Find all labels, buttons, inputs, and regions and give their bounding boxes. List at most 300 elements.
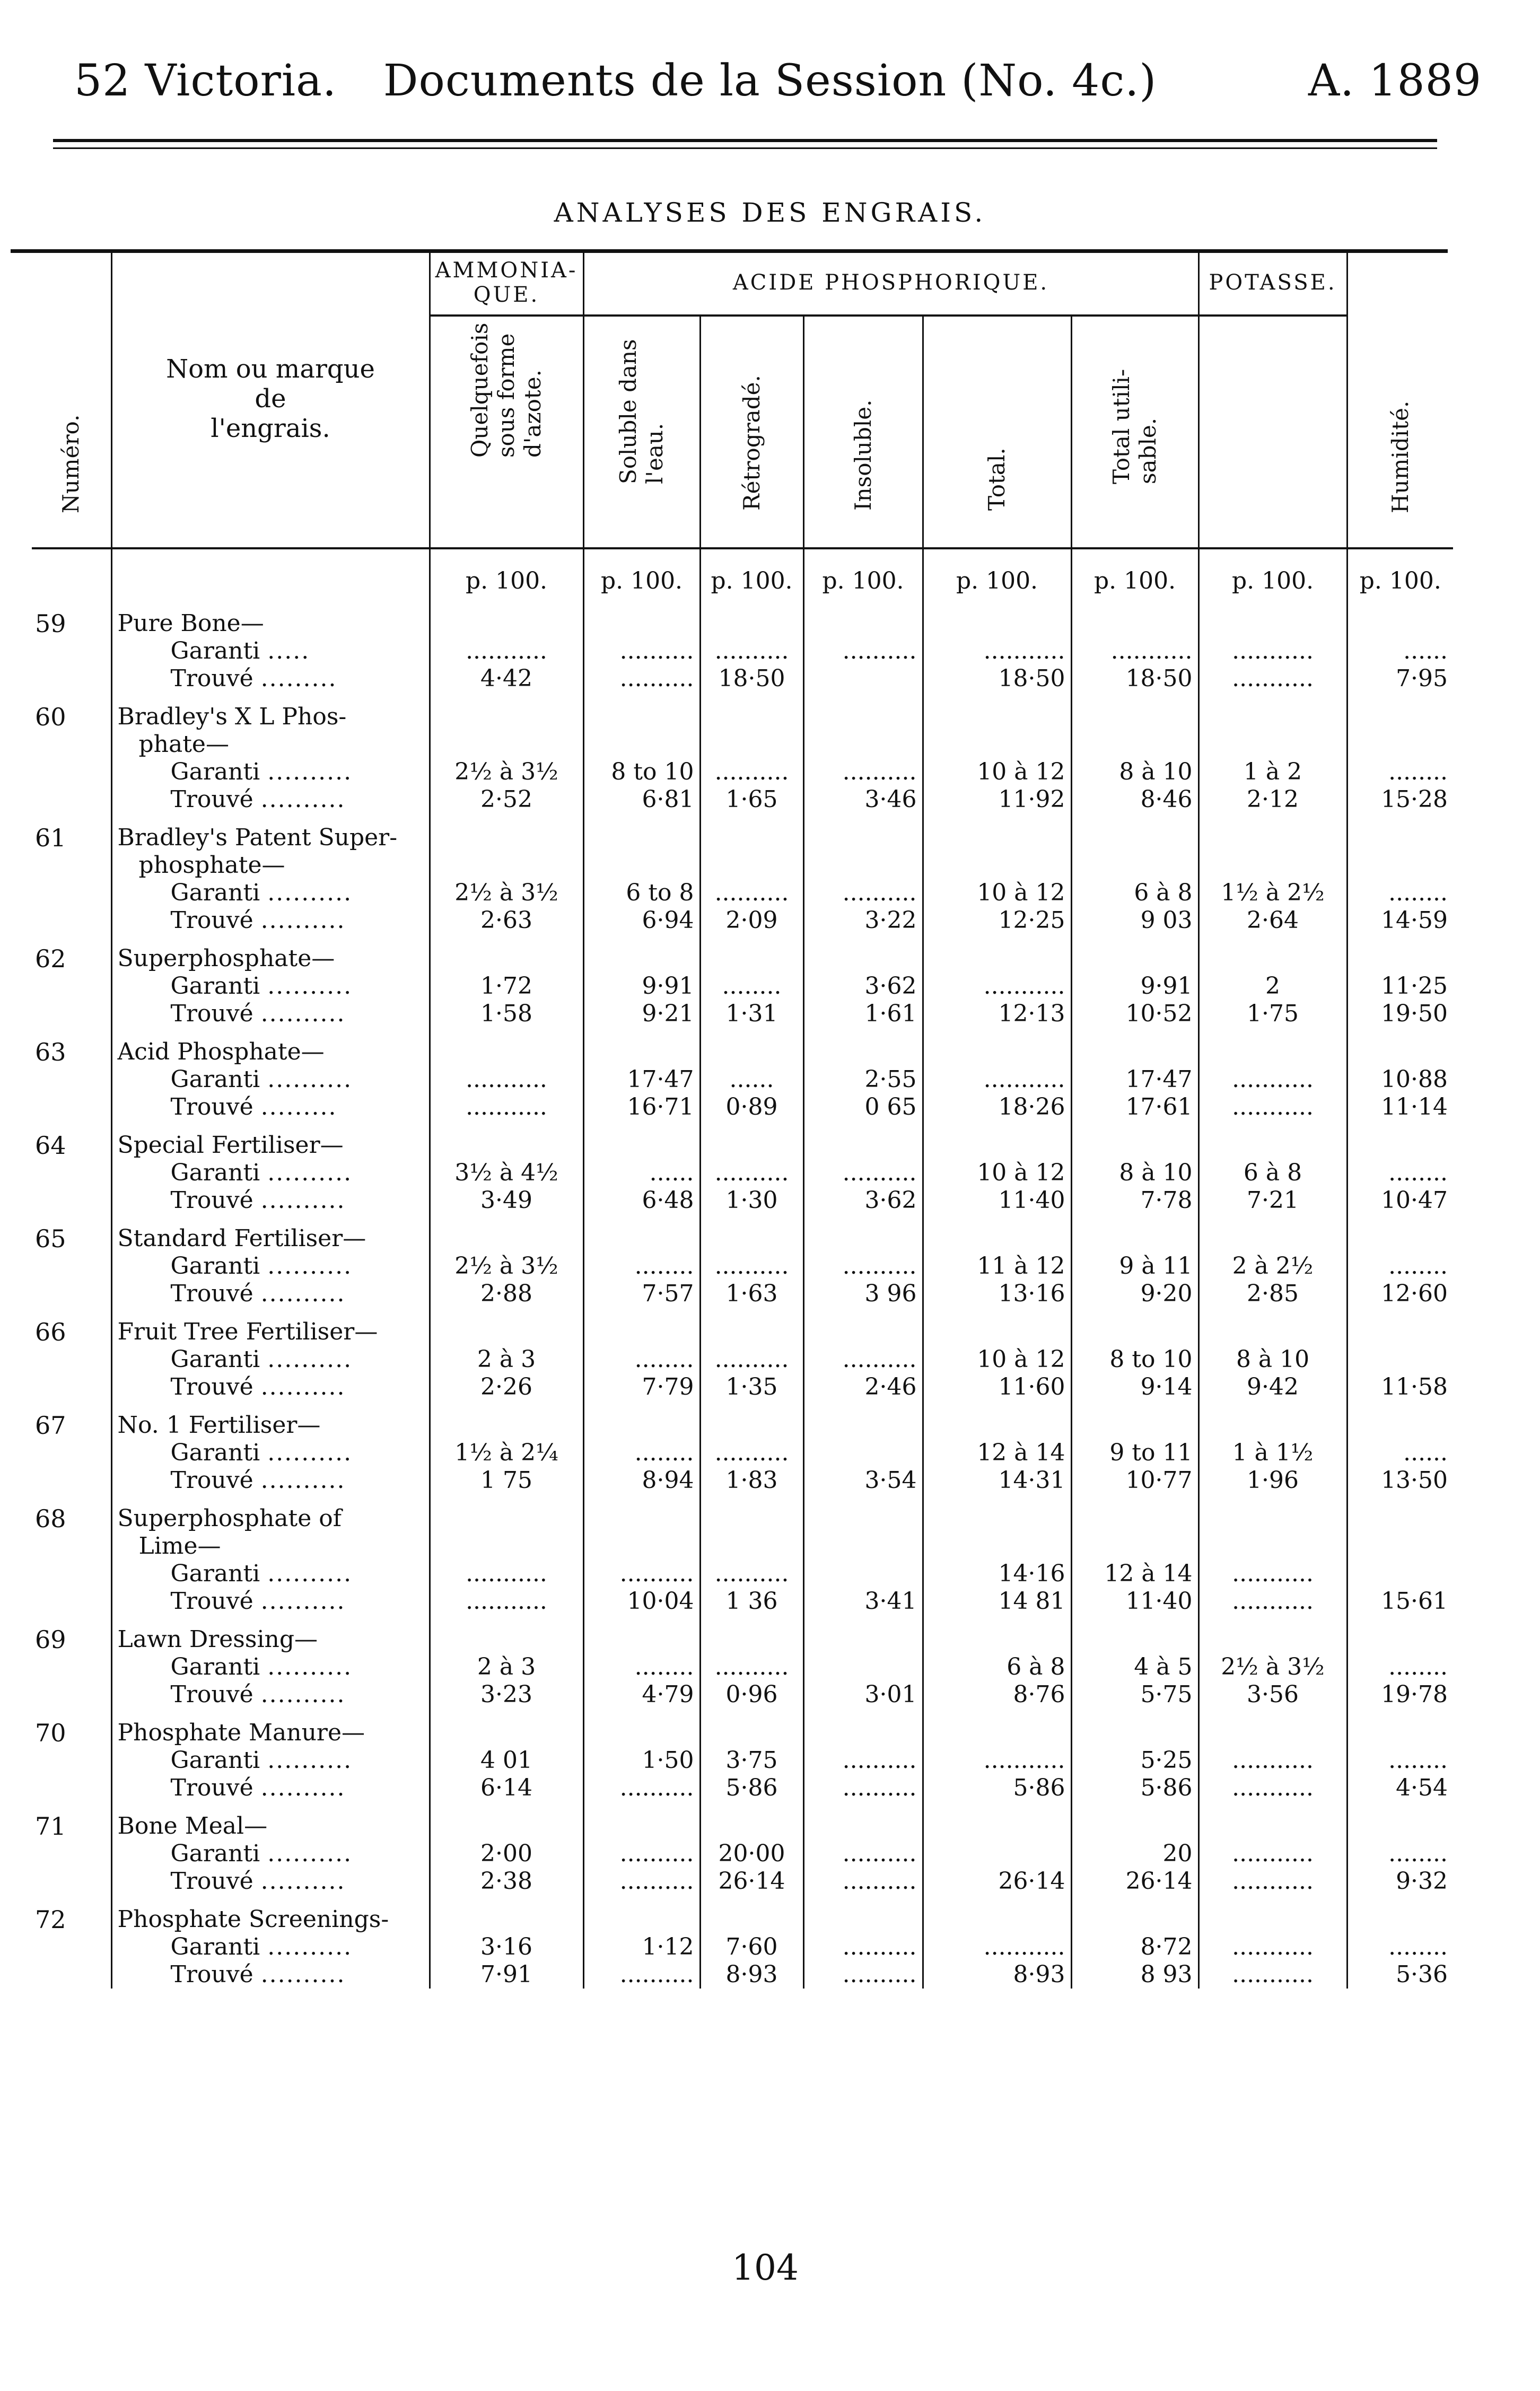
leader-dots: .......... bbox=[260, 1868, 346, 1895]
trouve-ins-value: .......... bbox=[803, 1774, 923, 1802]
leader-dots: .......... bbox=[260, 1961, 346, 1988]
garanti-label-text: Garanti bbox=[170, 637, 260, 664]
product-name-line: Phosphate Manure— bbox=[117, 1719, 365, 1746]
garanti-pot-value: 2½ à 3½ bbox=[1198, 1653, 1347, 1681]
trouve-tot-value: 5·86 bbox=[923, 1774, 1071, 1802]
product-name bbox=[111, 1308, 430, 1346]
trouve-hum-value: 19·50 bbox=[1347, 1000, 1453, 1028]
trouve-ins-value: .......... bbox=[803, 1868, 923, 1895]
garanti-amm-value: 1½ à 2¼ bbox=[430, 1439, 583, 1467]
product-number: 71 bbox=[35, 1812, 66, 1841]
garanti-label bbox=[118, 1747, 424, 1774]
garanti-label-cell bbox=[111, 1159, 430, 1187]
garanti-ins-value: .......... bbox=[803, 1346, 923, 1373]
trouve-util-value: 26·14 bbox=[1071, 1868, 1198, 1895]
empty-cell bbox=[1071, 693, 1198, 758]
trouve-amm-value: 3·23 bbox=[430, 1681, 583, 1709]
empty-cell bbox=[1347, 1895, 1453, 1933]
empty-cell bbox=[430, 599, 583, 637]
trouve-ret-value: 2·09 bbox=[700, 907, 803, 934]
garanti-row bbox=[32, 1653, 1453, 1681]
empty-cell bbox=[430, 1615, 583, 1653]
product-row bbox=[32, 934, 1453, 973]
empty-cell bbox=[430, 934, 583, 973]
total-util-line1: Total utili- bbox=[1108, 369, 1135, 485]
leader-dots: .......... bbox=[260, 1681, 346, 1708]
trouve-ins-value: 3·54 bbox=[803, 1467, 923, 1494]
empty-cell bbox=[923, 1494, 1071, 1560]
trouve-label-cell bbox=[111, 786, 430, 813]
trouve-sol-value: .......... bbox=[583, 1774, 700, 1802]
garanti-ins-value bbox=[803, 1439, 923, 1467]
garanti-tot-value: 12 à 14 bbox=[923, 1439, 1071, 1467]
trouve-ret-value: 5·86 bbox=[700, 1774, 803, 1802]
empty-cell bbox=[803, 1308, 923, 1346]
empty-cell bbox=[700, 1494, 803, 1560]
empty-cell bbox=[803, 1028, 923, 1066]
trouve-label-text: Trouvé bbox=[170, 786, 253, 813]
garanti-row bbox=[32, 973, 1453, 1000]
garanti-label-text: Garanti bbox=[170, 879, 260, 906]
trouve-pot-value: ........... bbox=[1198, 1093, 1347, 1121]
soluble-header-label bbox=[615, 339, 668, 485]
unit-label: p. 100. bbox=[803, 548, 923, 599]
garanti-sol-value: .......... bbox=[583, 1840, 700, 1868]
empty-cell bbox=[1071, 1121, 1198, 1159]
leader-dots: .......... bbox=[267, 1933, 353, 1960]
empty-cell bbox=[1071, 1214, 1198, 1253]
trouve-amm-value: 6·14 bbox=[430, 1774, 583, 1802]
trouve-label bbox=[118, 786, 424, 813]
quelquefois-header-label bbox=[467, 323, 546, 458]
garanti-hum-value: ........ bbox=[1347, 1840, 1453, 1868]
garanti-ret-value: .......... bbox=[700, 637, 803, 665]
trouve-label-cell bbox=[111, 1774, 430, 1802]
leader-dots: .......... bbox=[267, 1747, 353, 1774]
trouve-pot-value: ........... bbox=[1198, 1774, 1347, 1802]
humidite-header bbox=[1347, 250, 1453, 548]
potasse-header bbox=[1198, 316, 1347, 548]
garanti-label-cell bbox=[111, 758, 430, 786]
empty-cell bbox=[803, 813, 923, 879]
product-number: 69 bbox=[35, 1625, 66, 1654]
analysis-table-body bbox=[32, 548, 1453, 1989]
unit-label: p. 100. bbox=[430, 548, 583, 599]
garanti-sol-value: .......... bbox=[583, 1560, 700, 1588]
empty-cell bbox=[583, 1615, 700, 1653]
empty-cell bbox=[583, 599, 700, 637]
empty-cell bbox=[583, 1121, 700, 1159]
garanti-label-text: Garanti bbox=[170, 1159, 260, 1186]
trouve-label-text: Trouvé bbox=[170, 1373, 253, 1400]
garanti-pot-value: 1 à 2 bbox=[1198, 758, 1347, 786]
garanti-tot-value: 10 à 12 bbox=[923, 1346, 1071, 1373]
trouve-util-value: 18·50 bbox=[1071, 665, 1198, 693]
trouve-util-value: 9 03 bbox=[1071, 907, 1198, 934]
garanti-util-value: 9·91 bbox=[1071, 973, 1198, 1000]
trouve-ret-value: 18·50 bbox=[700, 665, 803, 693]
nom-header bbox=[111, 250, 430, 548]
empty-cell bbox=[700, 1401, 803, 1439]
trouve-util-value: 8 93 bbox=[1071, 1961, 1198, 1989]
insoluble-header-label: Insoluble. bbox=[850, 399, 876, 511]
garanti-label-text: Garanti bbox=[170, 758, 260, 785]
trouve-pot-value: 2·64 bbox=[1198, 907, 1347, 934]
trouve-row bbox=[32, 1280, 1453, 1308]
empty-cell bbox=[1347, 1028, 1453, 1066]
empty-cell bbox=[1347, 1802, 1453, 1840]
empty-cell bbox=[1198, 599, 1347, 637]
empty-cell bbox=[700, 813, 803, 879]
product-row bbox=[32, 1895, 1453, 1933]
garanti-pot-value: 2 à 2½ bbox=[1198, 1253, 1347, 1280]
garanti-pot-value: ........... bbox=[1198, 1840, 1347, 1868]
trouve-pot-value: ........... bbox=[1198, 1868, 1347, 1895]
garanti-hum-value: ........ bbox=[1347, 1159, 1453, 1187]
garanti-sol-value: 9·91 bbox=[583, 973, 700, 1000]
garanti-label-cell bbox=[111, 1066, 430, 1093]
empty-cell bbox=[803, 1802, 923, 1840]
garanti-tot-value: ........... bbox=[923, 973, 1071, 1000]
leader-dots: .......... bbox=[267, 758, 353, 785]
trouve-sol-value: .......... bbox=[583, 1868, 700, 1895]
garanti-label-cell bbox=[111, 1439, 430, 1467]
trouve-util-value: 5·75 bbox=[1071, 1681, 1198, 1709]
garanti-hum-value: ........ bbox=[1347, 879, 1453, 907]
empty-cell bbox=[430, 813, 583, 879]
trouve-label bbox=[118, 1961, 424, 1989]
empty-cell bbox=[583, 1802, 700, 1840]
trouve-ins-value: 1·61 bbox=[803, 1000, 923, 1028]
garanti-label bbox=[118, 1159, 424, 1187]
garanti-row bbox=[32, 1933, 1453, 1961]
garanti-label-text: Garanti bbox=[170, 1747, 260, 1774]
garanti-ins-value: .......... bbox=[803, 758, 923, 786]
trouve-hum-value: 11·58 bbox=[1347, 1373, 1453, 1401]
trouve-ret-value: 26·14 bbox=[700, 1868, 803, 1895]
garanti-hum-value: 11·25 bbox=[1347, 973, 1453, 1000]
garanti-ret-value: .......... bbox=[700, 1253, 803, 1280]
empty-cell bbox=[700, 1615, 803, 1653]
garanti-hum-value: ........ bbox=[1347, 1933, 1453, 1961]
trouve-label-text: Trouvé bbox=[170, 1187, 253, 1214]
trouve-hum-value: 19·78 bbox=[1347, 1681, 1453, 1709]
garanti-util-value: 5·25 bbox=[1071, 1747, 1198, 1774]
trouve-ins-value: 3·22 bbox=[803, 907, 923, 934]
garanti-amm-value: 2½ à 3½ bbox=[430, 1253, 583, 1280]
product-row bbox=[32, 1028, 1453, 1066]
empty-cell bbox=[1198, 1308, 1347, 1346]
leader-dots: .......... bbox=[260, 1588, 346, 1615]
trouve-sol-value: 7·57 bbox=[583, 1280, 700, 1308]
retrograde-header-label: Rétrogradé. bbox=[738, 375, 765, 511]
product-number: 62 bbox=[35, 944, 66, 973]
garanti-hum-value: ........ bbox=[1347, 1253, 1453, 1280]
garanti-tot-value: 11 à 12 bbox=[923, 1253, 1071, 1280]
trouve-amm-value: 4·42 bbox=[430, 665, 583, 693]
garanti-label bbox=[118, 1439, 424, 1467]
empty-cell bbox=[1198, 1709, 1347, 1747]
trouve-ret-value: 1·65 bbox=[700, 786, 803, 813]
garanti-hum-value: 10·88 bbox=[1347, 1066, 1453, 1093]
empty-cell bbox=[923, 1121, 1071, 1159]
trouve-row bbox=[32, 1467, 1453, 1494]
empty-cell bbox=[803, 1709, 923, 1747]
trouve-pot-value: 9·42 bbox=[1198, 1373, 1347, 1401]
empty-cell bbox=[1198, 693, 1347, 758]
empty-cell bbox=[1347, 1494, 1453, 1560]
retrograde-header bbox=[700, 316, 803, 548]
product-row bbox=[32, 1802, 1453, 1840]
trouve-util-value: 10·52 bbox=[1071, 1000, 1198, 1028]
product-name bbox=[111, 599, 430, 637]
garanti-sol-value: .......... bbox=[583, 637, 700, 665]
garanti-label-text: Garanti bbox=[170, 1439, 260, 1466]
trouve-ins-value: 3·41 bbox=[803, 1588, 923, 1615]
empty-cell bbox=[1071, 934, 1198, 973]
trouve-row bbox=[32, 1588, 1453, 1615]
product-name bbox=[111, 1615, 430, 1653]
garanti-amm-value: 2 à 3 bbox=[430, 1346, 583, 1373]
trouve-sol-value: 10·04 bbox=[583, 1588, 700, 1615]
trouve-hum-value: 12·60 bbox=[1347, 1280, 1453, 1308]
garanti-util-value: 8·72 bbox=[1071, 1933, 1198, 1961]
units-row bbox=[32, 548, 1453, 599]
garanti-sol-value: 8 to 10 bbox=[583, 758, 700, 786]
header-left: 52 Victoria. bbox=[74, 56, 337, 106]
empty-cell bbox=[1198, 1401, 1347, 1439]
empty-cell bbox=[700, 934, 803, 973]
leader-dots: .......... bbox=[267, 879, 353, 906]
product-name-line: Bone Meal— bbox=[117, 1812, 268, 1840]
garanti-label-text: Garanti bbox=[170, 1253, 260, 1280]
trouve-amm-value: 3·49 bbox=[430, 1187, 583, 1214]
empty-cell bbox=[430, 1494, 583, 1560]
garanti-amm-value: 3½ à 4½ bbox=[430, 1159, 583, 1187]
empty-cell bbox=[1347, 1214, 1453, 1253]
trouve-amm-value: 1 75 bbox=[430, 1467, 583, 1494]
product-name-line: Superphosphate of bbox=[117, 1505, 342, 1532]
trouve-ins-value: .......... bbox=[803, 1961, 923, 1989]
garanti-tot-value: 14·16 bbox=[923, 1560, 1071, 1588]
garanti-label-cell bbox=[111, 1560, 430, 1588]
analysis-table bbox=[32, 250, 1453, 1989]
trouve-label-text: Trouvé bbox=[170, 1280, 253, 1307]
product-number: 61 bbox=[35, 824, 66, 852]
empty-cell bbox=[923, 813, 1071, 879]
trouve-ins-value: 0 65 bbox=[803, 1093, 923, 1121]
trouve-ins-value: 3·01 bbox=[803, 1681, 923, 1709]
page-title: ANALYSES DES ENGRAIS. bbox=[554, 197, 986, 228]
garanti-pot-value: 1 à 1½ bbox=[1198, 1439, 1347, 1467]
trouve-label-cell bbox=[111, 665, 430, 693]
garanti-label-text: Garanti bbox=[170, 1346, 260, 1373]
unit-label: p. 100. bbox=[1347, 548, 1453, 599]
product-name bbox=[111, 1802, 430, 1840]
empty-cell bbox=[1071, 1308, 1198, 1346]
trouve-util-value: 11·40 bbox=[1071, 1588, 1198, 1615]
product-row bbox=[32, 1709, 1453, 1747]
leader-dots: .......... bbox=[267, 1253, 353, 1280]
empty-cell bbox=[430, 1214, 583, 1253]
acide-group-header: ACIDE PHOSPHORIQUE. bbox=[583, 250, 1198, 316]
garanti-row bbox=[32, 1159, 1453, 1187]
garanti-tot-value: 6 à 8 bbox=[923, 1653, 1071, 1681]
product-row bbox=[32, 693, 1453, 758]
garanti-label-cell bbox=[111, 1747, 430, 1774]
product-name-line: Special Fertiliser— bbox=[117, 1132, 344, 1159]
garanti-pot-value: ........... bbox=[1198, 1560, 1347, 1588]
empty-cell bbox=[1198, 813, 1347, 879]
garanti-label bbox=[118, 758, 424, 786]
product-number: 63 bbox=[35, 1038, 66, 1066]
garanti-amm-value: 3·16 bbox=[430, 1933, 583, 1961]
trouve-label-cell bbox=[111, 1000, 430, 1028]
garanti-label-cell bbox=[111, 1346, 430, 1373]
empty-cell bbox=[583, 1214, 700, 1253]
product-number: 59 bbox=[35, 609, 66, 638]
garanti-tot-value: ........... bbox=[923, 637, 1071, 665]
garanti-label bbox=[118, 1653, 424, 1681]
trouve-tot-value: 18·50 bbox=[923, 665, 1071, 693]
header-right: A. 1889 bbox=[1308, 56, 1482, 106]
trouve-label-text: Trouvé bbox=[170, 1093, 253, 1120]
trouve-sol-value: 6·48 bbox=[583, 1187, 700, 1214]
trouve-row bbox=[32, 907, 1453, 934]
total-util-line2: sable. bbox=[1135, 418, 1161, 485]
garanti-sol-value: ...... bbox=[583, 1159, 700, 1187]
trouve-amm-value: ........... bbox=[430, 1093, 583, 1121]
product-name-line: Phosphate Screenings- bbox=[117, 1906, 389, 1933]
product-row bbox=[32, 1494, 1453, 1560]
garanti-util-value: ........... bbox=[1071, 637, 1198, 665]
empty-cell bbox=[583, 1494, 700, 1560]
empty-cell bbox=[1347, 599, 1453, 637]
product-name-line: Standard Fertiliser— bbox=[117, 1225, 366, 1252]
trouve-amm-value: 2·88 bbox=[430, 1280, 583, 1308]
quelquefois-line2: sous forme bbox=[493, 333, 519, 458]
trouve-row bbox=[32, 665, 1453, 693]
garanti-amm-value: 4 01 bbox=[430, 1747, 583, 1774]
empty-cell bbox=[1198, 1028, 1347, 1066]
product-row bbox=[32, 1214, 1453, 1253]
trouve-label-cell bbox=[111, 1961, 430, 1989]
garanti-hum-value: ........ bbox=[1347, 1653, 1453, 1681]
garanti-tot-value: ........... bbox=[923, 1066, 1071, 1093]
trouve-ret-value: 1·83 bbox=[700, 1467, 803, 1494]
product-row bbox=[32, 1121, 1453, 1159]
garanti-label-cell bbox=[111, 1933, 430, 1961]
empty-cell bbox=[1198, 1895, 1347, 1933]
garanti-tot-value bbox=[923, 1840, 1071, 1868]
empty-cell bbox=[1071, 1802, 1198, 1840]
empty-cell bbox=[923, 934, 1071, 973]
garanti-ins-value: .......... bbox=[803, 1933, 923, 1961]
garanti-label-cell bbox=[111, 1840, 430, 1868]
leader-dots: .......... bbox=[267, 1346, 353, 1373]
product-name-line: Acid Phosphate— bbox=[117, 1038, 325, 1065]
product-name bbox=[111, 1401, 430, 1439]
trouve-ins-value: 3·46 bbox=[803, 786, 923, 813]
garanti-ret-value: 20·00 bbox=[700, 1840, 803, 1868]
leader-dots: .......... bbox=[267, 973, 353, 1000]
nom-header-line1: Nom ou marque bbox=[166, 354, 375, 384]
garanti-ret-value: .......... bbox=[700, 1560, 803, 1588]
garanti-tot-value: 10 à 12 bbox=[923, 879, 1071, 907]
garanti-sol-value: 17·47 bbox=[583, 1066, 700, 1093]
empty-cell bbox=[700, 1214, 803, 1253]
garanti-util-value: 12 à 14 bbox=[1071, 1560, 1198, 1588]
garanti-label-text: Garanti bbox=[170, 973, 260, 1000]
trouve-hum-value: 9·32 bbox=[1347, 1868, 1453, 1895]
trouve-label-text: Trouvé bbox=[170, 1588, 253, 1615]
empty-cell bbox=[700, 1028, 803, 1066]
trouve-util-value: 10·77 bbox=[1071, 1467, 1198, 1494]
empty-cell bbox=[923, 1028, 1071, 1066]
empty-cell bbox=[923, 1709, 1071, 1747]
garanti-row bbox=[32, 1346, 1453, 1373]
trouve-row bbox=[32, 1000, 1453, 1028]
trouve-ins-value: 3 96 bbox=[803, 1280, 923, 1308]
empty-cell bbox=[700, 1308, 803, 1346]
product-name-line: No. 1 Fertiliser— bbox=[117, 1412, 321, 1439]
garanti-label bbox=[118, 637, 424, 665]
empty-cell bbox=[583, 1709, 700, 1747]
garanti-pot-value: ........... bbox=[1198, 1066, 1347, 1093]
garanti-ret-value: .......... bbox=[700, 758, 803, 786]
trouve-pot-value: 1·96 bbox=[1198, 1467, 1347, 1494]
garanti-ins-value: .......... bbox=[803, 1747, 923, 1774]
empty-cell bbox=[803, 693, 923, 758]
empty-cell bbox=[583, 813, 700, 879]
product-number: 68 bbox=[35, 1504, 66, 1533]
empty-cell bbox=[923, 1308, 1071, 1346]
empty-cell bbox=[803, 1214, 923, 1253]
units-cell-nom bbox=[111, 548, 430, 599]
garanti-ins-value: .......... bbox=[803, 1840, 923, 1868]
trouve-hum-value: 10·47 bbox=[1347, 1187, 1453, 1214]
garanti-amm-value: 2·00 bbox=[430, 1840, 583, 1868]
garanti-sol-value: 6 to 8 bbox=[583, 879, 700, 907]
trouve-util-value: 9·20 bbox=[1071, 1280, 1198, 1308]
garanti-ret-value: .......... bbox=[700, 1346, 803, 1373]
trouve-label-text: Trouvé bbox=[170, 907, 253, 934]
leader-dots: .......... bbox=[267, 1159, 353, 1186]
product-row bbox=[32, 1308, 1453, 1346]
trouve-util-value: 9·14 bbox=[1071, 1373, 1198, 1401]
garanti-util-value: 17·47 bbox=[1071, 1066, 1198, 1093]
garanti-row bbox=[32, 1066, 1453, 1093]
trouve-hum-value: 4·54 bbox=[1347, 1774, 1453, 1802]
garanti-amm-value: 2½ à 3½ bbox=[430, 879, 583, 907]
trouve-pot-value: 2·12 bbox=[1198, 786, 1347, 813]
soluble-line2: l'eau. bbox=[642, 423, 668, 485]
empty-cell bbox=[583, 1028, 700, 1066]
garanti-label bbox=[118, 973, 424, 1000]
trouve-ins-value: 3·62 bbox=[803, 1187, 923, 1214]
empty-cell bbox=[1071, 1401, 1198, 1439]
trouve-tot-value: 12·25 bbox=[923, 907, 1071, 934]
empty-cell bbox=[1347, 693, 1453, 758]
empty-cell bbox=[430, 1121, 583, 1159]
trouve-pot-value: ........... bbox=[1198, 1961, 1347, 1989]
garanti-pot-value: ........... bbox=[1198, 637, 1347, 665]
trouve-tot-value: 14·31 bbox=[923, 1467, 1071, 1494]
garanti-sol-value: 1·12 bbox=[583, 1933, 700, 1961]
garanti-ins-value: .......... bbox=[803, 1159, 923, 1187]
leader-dots: .......... bbox=[267, 1560, 353, 1587]
leader-dots: .......... bbox=[260, 1774, 346, 1801]
